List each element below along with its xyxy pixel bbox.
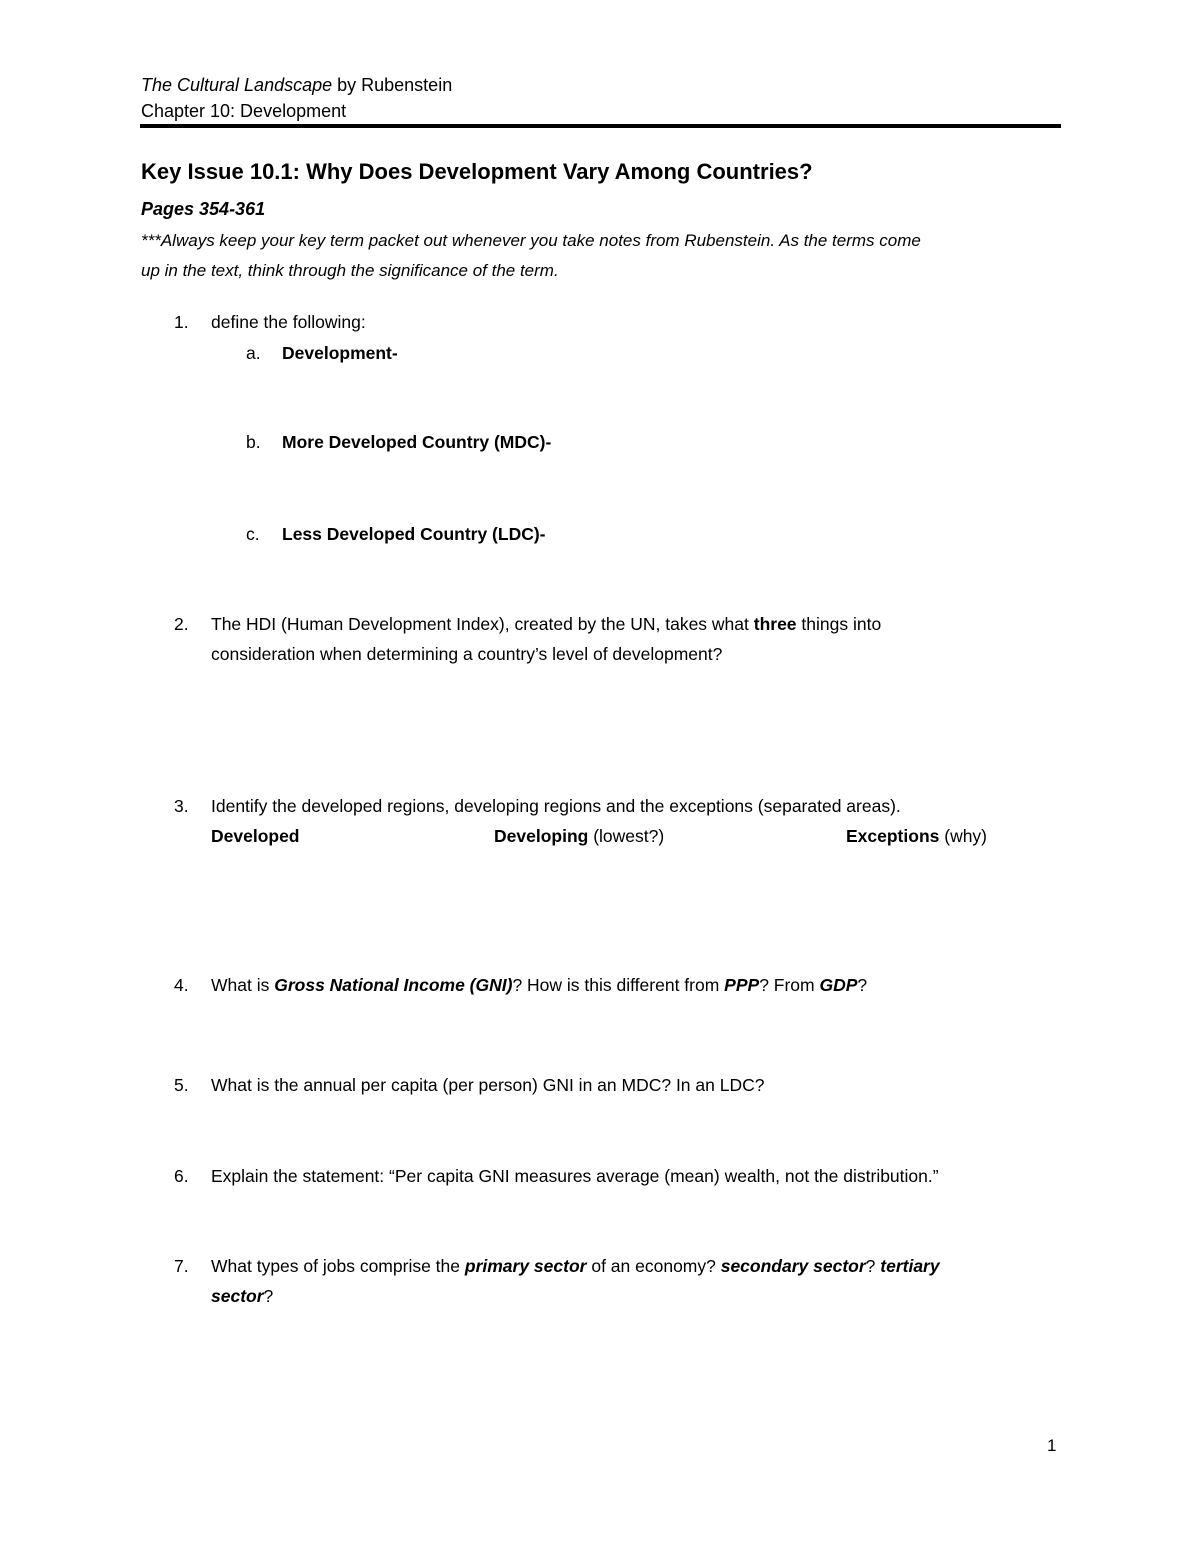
q7-part4: ? bbox=[263, 1286, 274, 1306]
q7-part2: of an economy? bbox=[586, 1256, 721, 1276]
q2-line2: consideration when determining a country’s level of development? bbox=[211, 644, 723, 664]
q7-line1 bbox=[211, 1255, 940, 1277]
q4-number: 4. bbox=[174, 975, 189, 995]
q3-col2-label: Developing bbox=[494, 826, 589, 846]
q1-item-b-letter: b. bbox=[246, 432, 261, 452]
q3-col1-label: Developed bbox=[211, 826, 300, 846]
q4-part1: What is bbox=[211, 975, 275, 995]
q3-col-developed bbox=[211, 825, 300, 847]
q2-text-post: things into bbox=[796, 614, 882, 634]
q3-col3-label: Exceptions bbox=[846, 826, 940, 846]
page-range: Pages 354-361 bbox=[141, 199, 266, 219]
q1-item-c-term: Less Developed Country (LDC)- bbox=[282, 524, 546, 544]
q3-col-exceptions bbox=[846, 825, 987, 847]
q1-item-a-term: Development- bbox=[282, 343, 398, 363]
q7-term-sector: sector bbox=[211, 1286, 264, 1306]
q1-item-a-letter: a. bbox=[246, 343, 261, 363]
q4-term-gdp: GDP bbox=[819, 975, 858, 995]
page-number: 1 bbox=[1047, 1436, 1057, 1455]
q7-part1: What types of jobs comprise the bbox=[211, 1256, 465, 1276]
q1-item-c-letter: c. bbox=[246, 524, 260, 544]
q6-number: 6. bbox=[174, 1166, 189, 1186]
q1-item-b-term: More Developed Country (MDC)- bbox=[282, 432, 552, 452]
book-line bbox=[141, 74, 452, 96]
instruction-note-line1: ***Always keep your key term packet out whenever you take notes from Rubenstein. As the terms come bbox=[141, 231, 921, 250]
q4-text bbox=[211, 974, 867, 996]
q4-term-ppp: PPP bbox=[724, 975, 760, 995]
q4-part3: ? From bbox=[759, 975, 820, 995]
q1-number: 1. bbox=[174, 312, 189, 332]
q7-number: 7. bbox=[174, 1256, 189, 1276]
chapter-title: Chapter 10: Development bbox=[141, 101, 347, 121]
q3-text: Identify the developed regions, developing regions and the exceptions (separated areas). bbox=[211, 796, 901, 816]
q2-number: 2. bbox=[174, 614, 189, 634]
q4-part2: ? How is this different from bbox=[512, 975, 725, 995]
q3-col-developing bbox=[494, 825, 664, 847]
q2-text-pre: The HDI (Human Development Index), created by the UN, takes what bbox=[211, 614, 754, 634]
header-rule bbox=[140, 124, 1061, 128]
book-title: The Cultural Landscape bbox=[141, 75, 333, 95]
q7-term-tertiary: tertiary bbox=[880, 1256, 940, 1276]
q3-col3-note: (why) bbox=[939, 826, 988, 846]
q2-text-bold: three bbox=[753, 614, 797, 634]
book-author: by Rubenstein bbox=[332, 75, 453, 95]
q4-term-gni: Gross National Income (GNI) bbox=[274, 975, 513, 995]
q7-part3: ? bbox=[865, 1256, 881, 1276]
q7-term-primary: primary sector bbox=[464, 1256, 587, 1276]
q5-text: What is the annual per capita (per person) GNI in an MDC? In an LDC? bbox=[211, 1075, 765, 1095]
instruction-note-line2: up in the text, think through the significance of the term. bbox=[141, 261, 559, 280]
q7-line2 bbox=[211, 1285, 273, 1307]
q1-text: define the following: bbox=[211, 312, 366, 332]
q5-number: 5. bbox=[174, 1075, 189, 1095]
q7-term-secondary: secondary sector bbox=[720, 1256, 866, 1276]
q2-line1 bbox=[211, 613, 881, 635]
q6-text: Explain the statement: “Per capita GNI measures average (mean) wealth, not the distribution.” bbox=[211, 1166, 939, 1186]
key-issue-title: Key Issue 10.1: Why Does Development Vary Among Countries? bbox=[141, 159, 813, 184]
q3-col2-note: (lowest?) bbox=[588, 826, 665, 846]
q3-number: 3. bbox=[174, 796, 189, 816]
q4-part4: ? bbox=[857, 975, 868, 995]
